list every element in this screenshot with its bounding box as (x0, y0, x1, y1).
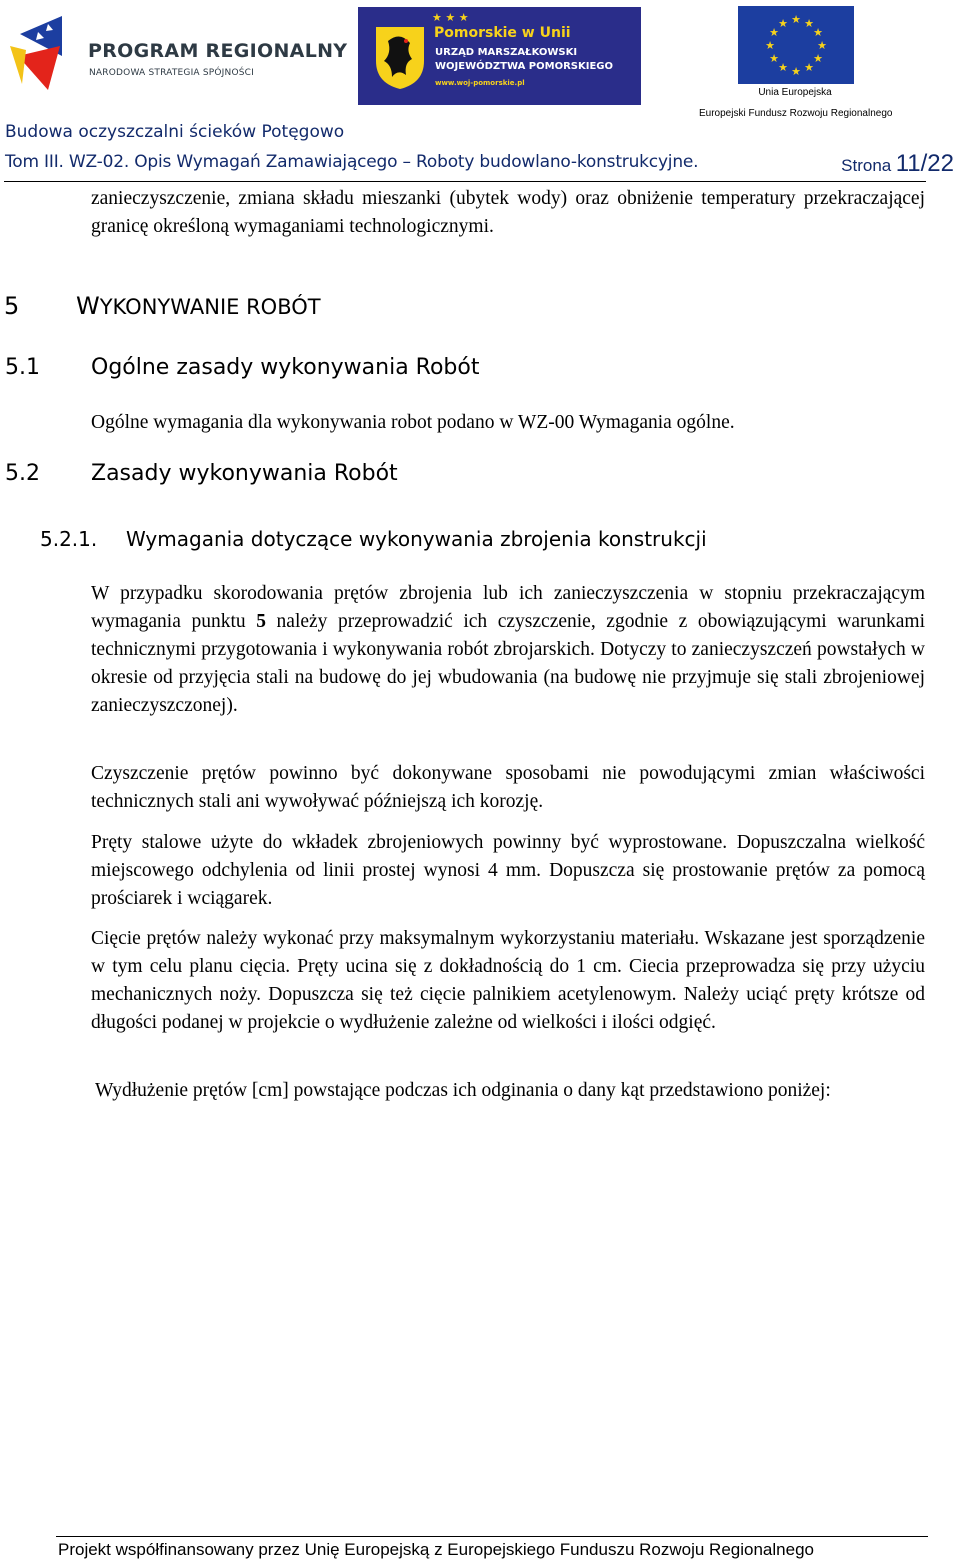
program-regionalny-emblem-icon (8, 6, 83, 98)
header-project-title: Budowa oczyszczalni ścieków Potęgowo (5, 122, 345, 142)
paragraph-1-reference: 5 (256, 611, 266, 632)
section-5-2-1-title: Wymagania dotyczące wykonywania zbrojenia konstrukcji (126, 527, 707, 551)
paragraph-cutting: Cięcie prętów należy wykonać przy maksymalnym wykorzystaniu materiału. Wskazane jest sporządzenie w tym celu planu cięcia. Pręty ucina się z dokładnością do 1 cm. Ciecia przeprowadza się przy użyciu mechanicznych noży. Dopuszcza się też cięcie palnikiem acetylenowym. Należy uciąć pręty krótsze od długości podanej w projekcie o wydłużenie zależne od wielkości i ilości odgięć. (91, 928, 925, 1033)
paragraph-1-text-a: W przypadku skorodowania prętów zbrojenia lub ich zanieczyszczenia w stopniu przekraczającym wymagania punktu (91, 583, 925, 632)
header-document-title: Tom III. WZ-02. Opis Wymagań Zamawiającego – Roboty budowlano-konstrukcyjne. (5, 152, 699, 172)
erdf-caption: Europejski Fundusz Rozwoju Regionalnego (699, 108, 893, 119)
svg-text:★ ★ ★: ★ ★ ★ (432, 11, 469, 24)
program-regionalny-logo (8, 6, 348, 98)
intro-paragraph: zanieczyszczenie, zmiana składu mieszanki (ubytek wody) oraz obniżenie temperatury przekraczającej granicę określoną wymaganiami technologicznymi. (91, 188, 925, 237)
section-5-2-1-heading (40, 527, 707, 551)
section-5-title-initial: W (76, 292, 100, 320)
section-5-2-heading (5, 461, 398, 486)
footer-divider (56, 1536, 928, 1537)
page-label: Strona (841, 156, 892, 175)
section-5-number: 5 (4, 292, 20, 320)
svg-text:★: ★ (813, 26, 823, 39)
pomorskie-title: Pomorskie w Unii (434, 25, 571, 41)
paragraph-cleaning-methods: Czyszczenie prętów powinno być dokonywane sposobami nie powodującymi zmian właściwości technicznych stali ani wywoływać późniejszą ich korozję. (91, 763, 925, 812)
section-5-title: YKONYWANIE ROBÓT (99, 295, 321, 319)
svg-text:★: ★ (791, 65, 801, 78)
header-divider (4, 181, 926, 182)
eu-stars-icon (738, 6, 854, 84)
svg-text:★: ★ (804, 17, 814, 30)
svg-text:★: ★ (765, 39, 775, 52)
svg-text:★: ★ (769, 26, 779, 39)
program-regionalny-subtitle: NARODOWA STRATEGIA SPÓJNOŚCI (89, 68, 254, 78)
pomorskie-office-line2: WOJEWÓDZTWA POMORSKIEGO (435, 61, 613, 72)
section-5-2-title: Zasady wykonywania Robót (91, 461, 398, 486)
section-5-heading (4, 292, 321, 320)
section-5-2-number: 5.2 (5, 461, 40, 486)
section-5-2-1-number: 5.2.1. (40, 527, 98, 551)
section-5-1-title: Ogólne zasady wykonywania Robót (91, 355, 480, 380)
paragraph-1-text-b: należy przeprowadzić ich czyszczenie, zgodnie z obowiązującymi warunkami technicznymi przygotowania i wykonywania robót zbrojarskich. Dotyczy to zanieczyszczeń powstałych w okresie od przyjęcia stali na budowę do jej wbudowania (na budowę nie przyjmuje się stali zbrojeniowej zanieczyszczonej). (91, 611, 925, 716)
paragraph-cleaning-corrosion (91, 580, 925, 720)
section-5-1-heading (5, 355, 479, 380)
pomorskie-griffin-icon (370, 21, 430, 91)
svg-text:★: ★ (813, 52, 823, 65)
eu-caption: Unia Europejska (758, 87, 832, 98)
svg-text:★: ★ (804, 61, 814, 74)
svg-text:★: ★ (778, 61, 788, 74)
program-regionalny-title: PROGRAM REGIONALNY (88, 40, 348, 62)
page-number: 11/22 (895, 150, 954, 177)
svg-text:★: ★ (778, 17, 788, 30)
section-5-1-number: 5.1 (5, 355, 40, 380)
eu-flag-logo (738, 6, 854, 84)
paragraph-straightening: Pręty stalowe użyte do wkładek zbrojeniowych powinny być wyprostowane. Dopuszczalna wielkość miejscowego odchylenia od linii prostej wynosi 4 mm. Dopuszcza się prostowanie prętów za pomocą prościarek i wciągarek. (91, 832, 925, 909)
pomorskie-stars-icon (432, 10, 492, 24)
pomorskie-office-line1: URZĄD MARSZAŁKOWSKI (435, 47, 578, 58)
header-page-number (841, 150, 954, 178)
section-5-1-paragraph: Ogólne wymagania dla wykonywania robot podano w WZ-00 Wymagania ogólne. (91, 412, 735, 433)
svg-text:★: ★ (769, 52, 779, 65)
pomorskie-logo (358, 7, 641, 105)
svg-text:★: ★ (817, 39, 827, 52)
paragraph-elongation: Wydłużenie prętów [cm] powstające podczas ich odginania o dany kąt przedstawiono poniżej: (95, 1080, 831, 1101)
footer-cofinancing-note: Projekt współfinansowany przez Unię Europejską z Europejskiego Funduszu Rozwoju Regionalnego (58, 1540, 814, 1559)
svg-text:★: ★ (791, 13, 801, 26)
pomorskie-url: www.woj-pomorskie.pl (435, 79, 525, 87)
